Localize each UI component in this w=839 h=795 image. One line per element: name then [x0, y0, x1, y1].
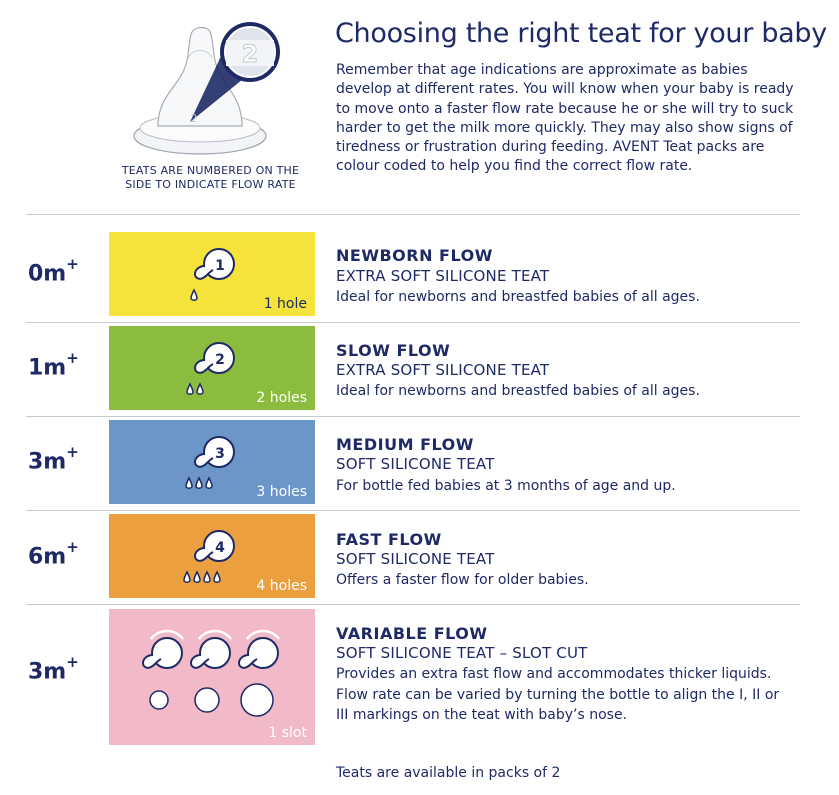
- flow-circle-large: [241, 684, 273, 716]
- teat-icon: [183, 336, 253, 406]
- teat-illustration: [118, 18, 288, 163]
- hole-count-label: 4 holes: [256, 578, 307, 594]
- hole-count-label: 2 holes: [256, 390, 307, 406]
- age-label: 6m+: [28, 538, 79, 570]
- divider: [26, 322, 800, 323]
- flow-title: VARIABLE FLOW: [336, 624, 488, 643]
- flow-title: SLOW FLOW: [336, 341, 451, 360]
- flow-circle-medium: [195, 688, 219, 712]
- flow-subtitle: SOFT SILICONE TEAT – SLOT CUT: [336, 644, 588, 662]
- teat-icon: [183, 524, 253, 594]
- illustration-caption: [108, 164, 313, 192]
- flow-subtitle: EXTRA SOFT SILICONE TEAT: [336, 267, 550, 285]
- illustration-badge-number: 2: [241, 40, 259, 68]
- age-label: 1m+: [28, 349, 79, 381]
- flow-description: Ideal for newborns and breastfed babies of all ages.: [336, 383, 700, 399]
- flow-description: Ideal for newborns and breastfed babies of all ages.: [336, 289, 700, 305]
- intro-paragraph: Remember that age indications are approximate as babies develop at different rates. You will know when your baby is ready to move onto a faster flow rate because he or she will try to suck harder to get the milk more quickly. They may also show signs of tiredness or frustration during feeding. AVENT Teat packs are colour coded to help you find the correct flow rate.: [336, 62, 794, 175]
- flow-title: MEDIUM FLOW: [336, 435, 474, 454]
- variable-teat-icons: [135, 625, 295, 725]
- hole-count-label: 3 holes: [256, 484, 307, 500]
- divider: [26, 416, 800, 417]
- svg-text:1: 1: [215, 258, 225, 274]
- flow-subtitle: SOFT SILICONE TEAT: [336, 550, 495, 568]
- teat-icon: [239, 631, 279, 668]
- teat-icon: [183, 430, 253, 500]
- flow-description: For bottle fed babies at 3 months of age and up.: [336, 478, 676, 494]
- hole-count-label: 1 slot: [268, 725, 307, 741]
- flow-color-box: [109, 514, 315, 598]
- age-label: 0m+: [28, 255, 79, 287]
- illustration-side-number: 2: [190, 112, 198, 125]
- flow-color-box: [109, 326, 315, 410]
- flow-color-box: [109, 420, 315, 504]
- caption-line-1: TEATS ARE NUMBERED ON THE: [121, 164, 300, 177]
- hole-count-label: 1 hole: [263, 296, 307, 312]
- flow-color-box: [109, 609, 315, 745]
- teat-icon: [183, 242, 253, 312]
- flow-subtitle: EXTRA SOFT SILICONE TEAT: [336, 361, 550, 379]
- age-label: 3m+: [28, 653, 79, 685]
- page-title: Choosing the right teat for your baby: [335, 18, 827, 49]
- flow-description: Provides an extra fast flow and accommodates thicker liquids. Flow rate can be varied by turning the bottle to align the I, II or III markings on the teat with baby’s nose.: [336, 666, 780, 723]
- flow-title: NEWBORN FLOW: [336, 246, 493, 265]
- flow-description: Offers a faster flow for older babies.: [336, 572, 589, 588]
- divider: [26, 604, 800, 605]
- flow-circle-small: [150, 691, 168, 709]
- caption-line-2: SIDE TO INDICATE FLOW RATE: [125, 178, 296, 191]
- flow-color-box: [109, 232, 315, 316]
- svg-text:4: 4: [215, 540, 225, 556]
- svg-text:2: 2: [215, 352, 225, 368]
- age-label: 3m+: [28, 443, 79, 475]
- svg-text:3: 3: [215, 446, 225, 462]
- flow-subtitle: SOFT SILICONE TEAT: [336, 455, 495, 473]
- teat-icon: [191, 631, 231, 668]
- divider: [26, 214, 800, 215]
- footer-note: Teats are available in packs of 2: [336, 765, 561, 781]
- divider: [26, 510, 800, 511]
- teat-icon: [143, 631, 183, 668]
- flow-title: FAST FLOW: [336, 530, 442, 549]
